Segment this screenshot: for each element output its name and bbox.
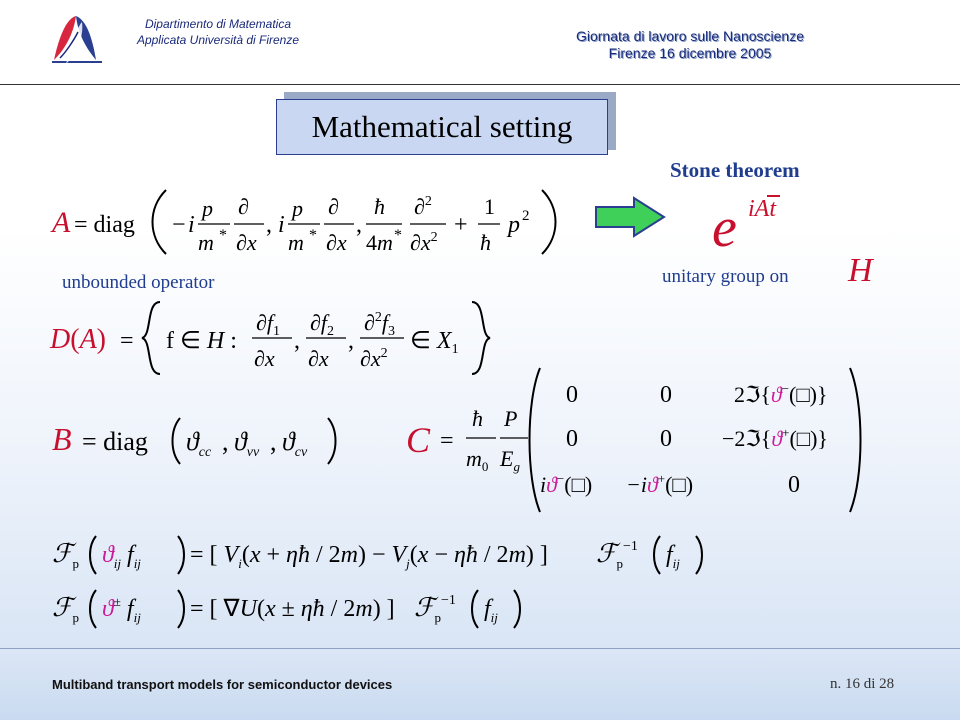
svg-text:∂x: ∂x [236, 230, 257, 255]
svg-text:ℱp: ℱ$_p$ [52, 539, 79, 571]
svg-text:p: p [508, 212, 520, 238]
svg-text:∂: ∂ [238, 194, 249, 219]
svg-text:4m: 4m [366, 230, 393, 255]
svg-text:∂x: ∂x [326, 230, 347, 255]
svg-text:2: 2 [522, 208, 530, 224]
department-line-2: Applicata Università di Firenze [136, 33, 300, 47]
event-line-1: Giornata di lavoro sulle Nanoscienze [575, 28, 804, 44]
svg-text:B: B [52, 421, 72, 457]
header-divider [0, 84, 960, 85]
svg-text:ħ: ħ [480, 230, 491, 255]
svg-text:0: 0 [660, 426, 672, 452]
svg-text:−: − [172, 212, 186, 238]
svg-text:ħ: ħ [374, 194, 385, 219]
svg-text:P: P [504, 406, 518, 431]
svg-text:−iϑ+(□): −iϑ+(□) [626, 471, 694, 497]
exponential-base: e [712, 197, 737, 259]
svg-text:+: + [454, 212, 468, 238]
svg-text:∂x: ∂x [254, 346, 275, 371]
svg-text:ħ: ħ [472, 406, 483, 431]
svg-text:∂x2: $\partial x^2$ [410, 230, 438, 255]
svg-text:= [ Vi(x + ηħ / 2m) − Vj(x − η: = [ $V_i(x$ + ηħ / $2m) - V_j(x$ − ηħ / 2m) ] [190, 542, 548, 571]
svg-text:∈ X1: ∈ $X_1$ [410, 328, 459, 357]
svg-text:= [ ∇U(x ± ηħ / 2m) ]: = [ ∇U(x ± ηħ / 2m) ] [190, 596, 395, 622]
event-name [520, 28, 860, 62]
svg-text:∂2f3: $\partial^2f_3$ [364, 310, 395, 339]
svg-text:,: , [266, 212, 272, 238]
svg-text:∂x: ∂x [308, 346, 329, 371]
svg-text:Eg: $E_g$ [500, 446, 520, 474]
svg-text:=: = [440, 428, 454, 454]
svg-text:i: i [278, 212, 285, 238]
svg-text:∂f2: $\partial f_2$ [310, 310, 334, 339]
exponential-exponent: iAt [748, 196, 776, 222]
svg-text:ℱp: ℱ$_p$ [52, 593, 79, 625]
svg-text:iϑ−(□): iϑ−(□) [540, 471, 593, 497]
svg-text:0: 0 [788, 472, 800, 498]
right-arrow-icon [594, 196, 666, 238]
unbounded-operator-label: unbounded operator [62, 272, 215, 293]
unitary-group-label: unitary group on [662, 266, 789, 287]
svg-text:m: m [198, 230, 214, 255]
svg-text:p: p [292, 196, 303, 221]
svg-text:= diag: = diag [74, 212, 135, 238]
svg-text:D(A): D(A) [50, 324, 106, 355]
svg-text:,: , [348, 328, 354, 354]
svg-text:,: , [270, 427, 277, 456]
svg-text:p: p [202, 196, 213, 221]
svg-text:,: , [222, 427, 229, 456]
svg-text:ℱp−1: ℱ$_p^{-1}$ [414, 593, 456, 625]
svg-text:0: 0 [566, 382, 578, 408]
svg-text:fij: $f_{ij}$ [666, 542, 680, 571]
svg-text:ϑcc: $ϑ_{cc}$ [186, 427, 212, 460]
equation-c-matrix [404, 362, 874, 518]
department-line-1: Dipartimento di Matematica [144, 17, 292, 31]
svg-text:ϑcv: $ϑ_{cv}$ [282, 427, 308, 460]
svg-text:,: , [356, 212, 362, 238]
department-logo-icon [46, 12, 108, 68]
svg-text:m0: $m_0$ [466, 446, 489, 474]
slide-title: Mathematical setting [276, 99, 608, 155]
svg-text:m: m [288, 230, 304, 255]
svg-text:fij: $f_{ij}$ [484, 596, 498, 625]
svg-text:2ℑ{ϑ−(□)}: 2ℑ{ϑ−(□)} [734, 381, 828, 407]
svg-text:C: C [406, 420, 431, 460]
svg-text:∂: ∂ [328, 194, 339, 219]
event-line-2: Firenze 16 dicembre 2005 [608, 45, 772, 61]
svg-text:0: 0 [566, 426, 578, 452]
svg-text:∂x2: $\partial x^2$ [360, 346, 388, 371]
department-name [108, 16, 328, 48]
svg-text:*: * [394, 227, 402, 244]
svg-text:ϑ± fij: ϑ± $f_{ij}$ [102, 594, 141, 625]
svg-text:i: i [188, 212, 195, 238]
stone-theorem-label: Stone theorem [670, 158, 800, 182]
svg-text:f ∈ H :: f ∈ H : [166, 328, 237, 354]
svg-text:*: * [219, 227, 227, 244]
svg-text:0: 0 [660, 382, 672, 408]
footer-divider [0, 648, 960, 649]
svg-text:A: A [52, 206, 71, 239]
talk-title: Multiband transport models for semiconductor devices [52, 677, 393, 692]
svg-text:*: * [309, 227, 317, 244]
svg-text:,: , [294, 328, 300, 354]
equation-b [50, 410, 350, 470]
svg-text:ϑvv: $ϑ_{vv}$ [234, 427, 260, 460]
svg-text:ℱp−1: ℱ$_p^{-1}$ [596, 539, 638, 571]
svg-text:= diag: = diag [82, 427, 148, 456]
equation-pseudo-differential [50, 528, 750, 638]
svg-text:1: 1 [484, 194, 495, 219]
svg-text:ϑij fij: $ϑ_{ij}$ $f_{ij}$ [102, 542, 141, 571]
hilbert-space-symbol: H [848, 252, 873, 289]
page-indicator: n. 16 di 28 [830, 676, 895, 692]
svg-text:=: = [120, 328, 134, 354]
svg-text:−2ℑ{ϑ+(□)}: −2ℑ{ϑ+(□)} [722, 425, 828, 451]
svg-text:∂f1: $\partial f_1$ [256, 310, 280, 339]
equation-operator-a [48, 182, 568, 262]
svg-text:∂2: ∂$^2$ [414, 194, 432, 219]
